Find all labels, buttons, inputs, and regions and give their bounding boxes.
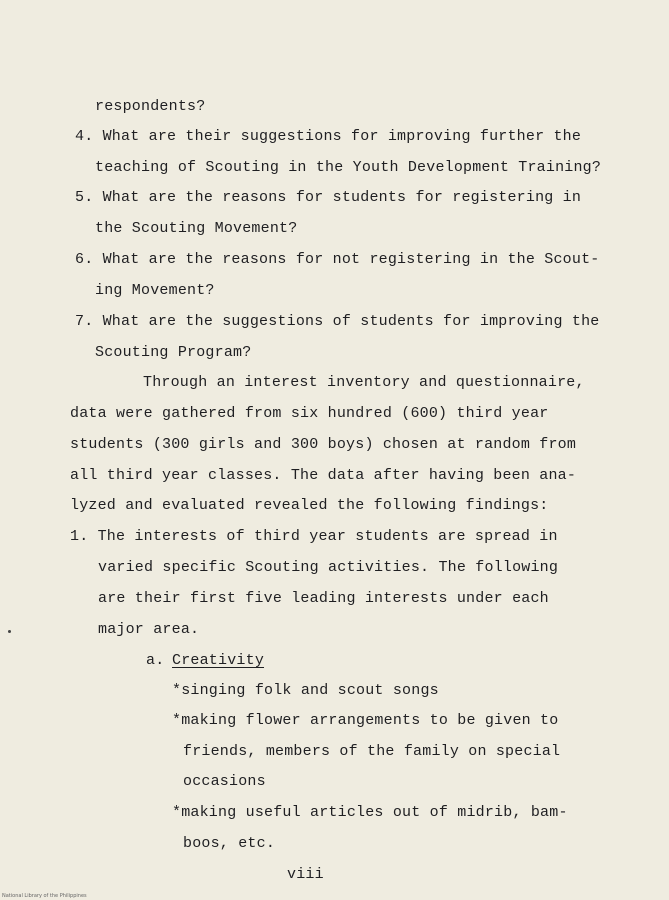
text-line: major area. (98, 621, 200, 638)
text-line: lyzed and evaluated revealed the following findings: (70, 497, 549, 514)
item-a-label: a. (146, 652, 165, 669)
text-line: the Scouting Movement? (95, 220, 298, 237)
bullet-item: *making useful articles out of midrib, bam- (172, 804, 568, 821)
bullet-item: *singing folk and scout songs (172, 682, 439, 699)
text-line: ing Movement? (95, 282, 215, 299)
text-line: friends, members of the family on special (183, 743, 561, 760)
question-6: 6. What are the reasons for not registering in the Scout- (75, 251, 600, 268)
finding-1: 1. The interests of third year students are spread in (70, 528, 558, 545)
text-line: all third year classes. The data after having been ana- (70, 467, 577, 484)
question-7: 7. What are the suggestions of students for improving the (75, 313, 600, 330)
bullet-item: *making flower arrangements to be given to (172, 712, 559, 729)
text-line: teaching of Scouting in the Youth Development Training? (95, 159, 602, 176)
heading-creativity: Creativity (172, 652, 265, 669)
text-line: data were gathered from six hundred (600) third year (70, 405, 549, 422)
question-4: 4. What are their suggestions for improving further the (75, 128, 582, 145)
footer-credit: National Library of the Philippines (2, 893, 87, 899)
page-number: viii (287, 866, 324, 883)
text-line: respondents? (95, 98, 206, 115)
text-line: Scouting Program? (95, 344, 252, 361)
text-line: occasions (183, 773, 266, 790)
question-5: 5. What are the reasons for students for registering in (75, 189, 582, 206)
text-line: varied specific Scouting activities. The following (98, 559, 559, 576)
text-line: students (300 girls and 300 boys) chosen at random from (70, 436, 577, 453)
text-line: are their first five leading interests under each (98, 590, 549, 607)
scan-mark (8, 630, 11, 633)
text-line: boos, etc. (183, 835, 276, 852)
paragraph-start: Through an interest inventory and questionnaire, (143, 374, 585, 391)
